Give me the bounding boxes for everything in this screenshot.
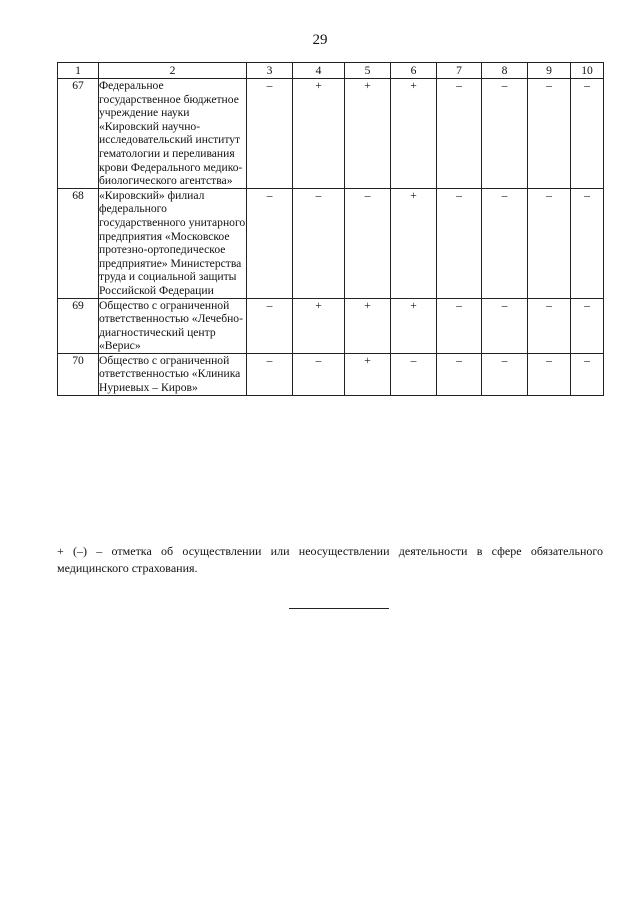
activity-mark: + (345, 79, 391, 189)
activity-mark: + (391, 188, 437, 298)
activity-mark: – (528, 188, 571, 298)
column-header: 9 (528, 63, 571, 79)
row-number: 69 (58, 298, 99, 353)
column-header: 7 (437, 63, 482, 79)
table-row (58, 79, 604, 189)
row-number: 67 (58, 79, 99, 189)
activity-mark: + (391, 79, 437, 189)
activity-mark: – (345, 188, 391, 298)
activity-mark: + (391, 298, 437, 353)
activity-mark: – (571, 188, 604, 298)
activity-mark: – (437, 353, 482, 395)
activity-mark: – (528, 79, 571, 189)
activity-mark: – (437, 79, 482, 189)
activity-mark: – (247, 353, 293, 395)
row-number: 70 (58, 353, 99, 395)
activity-mark: + (293, 79, 345, 189)
column-header: 4 (293, 63, 345, 79)
activity-mark: – (437, 298, 482, 353)
activity-mark: – (391, 353, 437, 395)
column-header: 3 (247, 63, 293, 79)
activity-mark: + (345, 353, 391, 395)
activity-mark: – (247, 298, 293, 353)
activity-mark: – (482, 298, 528, 353)
activity-mark: – (247, 79, 293, 189)
activity-mark: – (528, 298, 571, 353)
activity-mark: – (482, 353, 528, 395)
column-header: 1 (58, 63, 99, 79)
end-rule (289, 608, 389, 609)
activity-mark: – (571, 79, 604, 189)
registry-table (57, 62, 604, 396)
activity-mark: – (571, 353, 604, 395)
column-header: 10 (571, 63, 604, 79)
table-row (58, 353, 604, 395)
activity-mark: – (247, 188, 293, 298)
header-row (58, 63, 604, 79)
activity-mark: – (482, 188, 528, 298)
table-row (58, 188, 604, 298)
legend-note: + (–) – отметка об осуществлении или неосуществлении деятельности в сфере обязательного медицинского страхования. (57, 544, 603, 575)
activity-mark: + (345, 298, 391, 353)
row-number: 68 (58, 188, 99, 298)
column-header: 6 (391, 63, 437, 79)
activity-mark: – (437, 188, 482, 298)
activity-mark: – (482, 79, 528, 189)
organization-name: «Кировский» филиал федерального государственного унитарного предприятия «Московское протезно-ортопедическое предприятие» Министерства труда и социальной защиты Российской Федерации (99, 188, 246, 297)
column-header: 5 (345, 63, 391, 79)
organization-name: Общество с ограниченной ответственностью «Лечебно-диагностический центр «Верис» (99, 298, 247, 353)
organization-name: Федеральное государственное бюджетное учреждение науки «Кировский научно-исследовательский институт гематологии и переливания крови Федерального медико-биологического агентства» (99, 79, 247, 189)
table-row (58, 298, 604, 353)
organization-name: Общество с ограниченной ответственностью «Клиника Нуриевых – Киров» (99, 353, 247, 395)
activity-mark: – (293, 188, 345, 298)
activity-mark: – (571, 298, 604, 353)
activity-mark: – (528, 353, 571, 395)
page-number: 29 (312, 32, 328, 48)
column-header: 8 (482, 63, 528, 79)
column-header: 2 (99, 63, 247, 79)
activity-mark: – (293, 353, 345, 395)
activity-mark: + (293, 298, 345, 353)
